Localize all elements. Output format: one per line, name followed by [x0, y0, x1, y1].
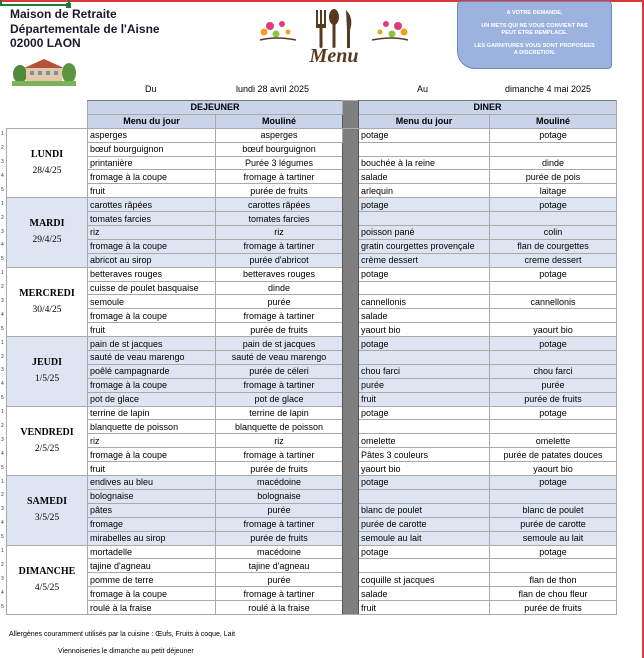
org-name-line1: Maison de Retraite: [10, 7, 117, 21]
table-row: [7, 281, 617, 295]
table-row: [7, 198, 617, 212]
table-row: [7, 323, 617, 337]
dinner-menu-cell[interactable]: [359, 489, 490, 503]
lunch-menu-cell[interactable]: fruit: [88, 323, 216, 337]
day-name: LUNDI: [30, 149, 64, 160]
flower-right-icon: [372, 21, 408, 40]
dinner-mouline-cell[interactable]: colin: [490, 226, 617, 240]
day-name: MARDI: [29, 218, 65, 230]
row-number[interactable]: 1: [1, 478, 4, 485]
lunch-mouline-cell[interactable]: bolognaise: [216, 489, 343, 503]
lunch-mouline-cell[interactable]: fromage à tartiner: [216, 378, 343, 392]
dinner-menu-cell[interactable]: potage: [359, 128, 490, 142]
dinner-mouline-cell[interactable]: [490, 489, 617, 503]
flower-left-icon: [260, 21, 296, 40]
lunch-mouline-cell[interactable]: tomates farcies: [216, 212, 343, 226]
row-number[interactable]: 1: [1, 200, 4, 207]
dinner-mouline-cell[interactable]: [490, 351, 617, 365]
date-start: lundi 28 avril 2025: [236, 84, 310, 94]
selected-cell-cursor[interactable]: [0, 0, 70, 6]
dinner-mouline-cell[interactable]: purée: [490, 378, 617, 392]
table-row: [7, 253, 617, 267]
lunch-mouline-cell[interactable]: fromage à tartiner: [216, 587, 343, 601]
lunch-mouline-cell[interactable]: purée de fruits: [216, 323, 343, 337]
lunch-menu-cell[interactable]: terrine de lapin: [88, 406, 216, 420]
dinner-menu-cell[interactable]: omelette: [359, 434, 490, 448]
lunch-menu-cell[interactable]: roulé à la fraise: [88, 601, 216, 615]
dinner-mouline-cell[interactable]: flan de chou fleur: [490, 587, 617, 601]
dinner-menu-cell[interactable]: [359, 212, 490, 226]
dinner-menu-cell[interactable]: purée: [359, 378, 490, 392]
row-number[interactable]: 2: [1, 422, 4, 429]
lunch-menu-cell[interactable]: fruit: [88, 184, 216, 198]
lunch-menu-cell[interactable]: tomates farcies: [88, 212, 216, 226]
retirement-home-picture: [12, 54, 76, 86]
lunch-mouline-cell[interactable]: purée de céleri: [216, 364, 343, 378]
dinner-menu-cell[interactable]: gratin courgettes provençale: [359, 239, 490, 253]
lunch-mouline-cell[interactable]: pot de glace: [216, 392, 343, 406]
row-number[interactable]: 3: [1, 297, 4, 304]
lunch-menu-cell[interactable]: fruit: [88, 462, 216, 476]
lunch-mouline-cell[interactable]: roulé à la fraise: [216, 601, 343, 615]
row-number[interactable]: 2: [1, 284, 4, 291]
dinner-mouline-cell[interactable]: yaourt bio: [490, 323, 617, 337]
table-row: [7, 489, 617, 503]
dinner-mouline-cell[interactable]: cannellonis: [490, 295, 617, 309]
row-number[interactable]: 2: [1, 492, 4, 499]
dinner-mouline-cell[interactable]: potage: [490, 545, 617, 559]
dinner-menu-cell[interactable]: [359, 281, 490, 295]
dinner-menu-cell[interactable]: semoule au lait: [359, 531, 490, 545]
lunch-menu-cell[interactable]: mirabelles au sirop: [88, 531, 216, 545]
lunch-menu-cell[interactable]: riz: [88, 434, 216, 448]
dinner-menu-cell[interactable]: [359, 351, 490, 365]
table-row: [7, 364, 617, 378]
lunch-menu-cell[interactable]: tajine d'agneau: [88, 559, 216, 573]
corner-blank: [7, 101, 88, 115]
org-name-line2: Départementale de l'Aisne: [10, 21, 160, 36]
table-row: [7, 156, 617, 170]
lunch-menu-cell[interactable]: fromage à la coupe: [88, 239, 216, 253]
lunch-mouline-cell[interactable]: pain de st jacques: [216, 337, 343, 351]
dinner-mouline-cell[interactable]: purée de fruits: [490, 601, 617, 615]
table-row: [7, 531, 617, 545]
table-row: [7, 184, 617, 198]
dinner-menu-cell[interactable]: potage: [359, 406, 490, 420]
dinner-mouline-cell[interactable]: potage: [490, 406, 617, 420]
dinner-menu-cell[interactable]: fruit: [359, 392, 490, 406]
dinner-mouline-cell[interactable]: creme dessert: [490, 253, 617, 267]
day-date: 2/5/25: [34, 443, 60, 454]
lunch-mouline-cell[interactable]: fromage à tartiner: [216, 170, 343, 184]
lunch-mouline-cell[interactable]: fromage à tartiner: [216, 239, 343, 253]
dinner-mouline-cell[interactable]: laitage: [490, 184, 617, 198]
table-row: [7, 559, 617, 573]
dinner-menu-cell[interactable]: potage: [359, 198, 490, 212]
lunch-mouline-cell[interactable]: carottes râpées: [216, 198, 343, 212]
lunch-menu-cell[interactable]: poêlé campagnarde: [88, 364, 216, 378]
lunch-menu-cell[interactable]: mortadelle: [88, 545, 216, 559]
dinner-menu-cell[interactable]: salade: [359, 587, 490, 601]
lunch-mouline-cell[interactable]: betteraves rouges: [216, 267, 343, 281]
svg-text:Menu: Menu: [309, 45, 359, 67]
lunch-menu-cell[interactable]: sauté de veau marengo: [88, 351, 216, 365]
dinner-mouline-cell[interactable]: potage: [490, 267, 617, 281]
lunch-mouline-cell[interactable]: Purée 3 légumes: [216, 156, 343, 170]
note-line-1: A VOTRE DEMANDE,: [506, 10, 563, 16]
row-number[interactable]: 1: [1, 548, 4, 554]
day-date: 30/4/25: [32, 304, 62, 315]
day-date: 28/4/25: [32, 166, 62, 176]
lunch-mouline-cell[interactable]: fromage à tartiner: [216, 517, 343, 531]
row-number[interactable]: 3: [1, 159, 4, 166]
table-row: [7, 128, 617, 142]
substitution-notice: [457, 1, 612, 69]
dinner-mouline-cell[interactable]: flan de courgettes: [490, 239, 617, 253]
table-row: [7, 573, 617, 587]
lunch-menu-cell[interactable]: asperges: [88, 128, 216, 142]
row-number[interactable]: 3: [1, 436, 4, 443]
table-row: [7, 462, 617, 476]
row-number[interactable]: 4: [1, 242, 4, 249]
day-name: DIMANCHE: [18, 565, 76, 577]
organization-header: [10, 7, 160, 51]
row-number[interactable]: 4: [1, 450, 4, 457]
dinner-menu-cell[interactable]: bouchée à la reine: [359, 156, 490, 170]
lunch-mouline-cell[interactable]: dinde: [216, 281, 343, 295]
dinner-mouline-cell[interactable]: [490, 420, 617, 434]
day-cell-samedi[interactable]: [7, 476, 88, 545]
day-name: MERCREDI: [19, 287, 75, 299]
dinner-mouline-cell[interactable]: flan de thon: [490, 573, 617, 587]
note-line-5: A DISCRETION.: [513, 50, 556, 56]
lunch-mouline-cell[interactable]: terrine de lapin: [216, 406, 343, 420]
day-date: 1/5/25: [34, 374, 60, 385]
org-address: 02000 LAON: [10, 36, 81, 50]
lunch-mouline-cell[interactable]: asperges: [216, 128, 343, 142]
dinner-menu-cell[interactable]: cannellonis: [359, 295, 490, 309]
lunch-menu-cell[interactable]: riz: [88, 226, 216, 240]
lunch-menu-cell[interactable]: pâtes: [88, 503, 216, 517]
lunch-menu-cell[interactable]: bœuf bourguignon: [88, 142, 216, 156]
dinner-mouline-cell[interactable]: blanc de poulet: [490, 503, 617, 517]
dinner-menu-cell[interactable]: [359, 420, 490, 434]
meal-separator: [343, 101, 359, 129]
row-number[interactable]: 3: [1, 228, 4, 235]
lunch-mouline-cell[interactable]: purée: [216, 295, 343, 309]
lunch-menu-cell[interactable]: cuisse de poulet basquaise: [88, 281, 216, 295]
corner-blank-2: [7, 114, 88, 128]
dinner-mouline-cell[interactable]: potage: [490, 198, 617, 212]
day-name: VENDREDI: [20, 426, 74, 438]
lunch-menu-cell[interactable]: fromage à la coupe: [88, 587, 216, 601]
lunch-mouline-cell[interactable]: macédoine: [216, 545, 343, 559]
lunch-menu-cell[interactable]: fromage à la coupe: [88, 378, 216, 392]
table-row: [7, 503, 617, 517]
row-number[interactable]: 4: [1, 172, 4, 179]
row-number[interactable]: 3: [1, 506, 4, 513]
row-number[interactable]: 3: [1, 367, 4, 374]
lunch-menu-cell[interactable]: fromage à la coupe: [88, 170, 216, 184]
dinner-mouline-cell[interactable]: [490, 281, 617, 295]
day-date: 29/4/25: [32, 235, 62, 246]
date-end: dimanche 4 mai 2025: [505, 84, 592, 94]
dinner-mouline-cell[interactable]: semoule au lait: [490, 531, 617, 545]
lunch-mouline-cell[interactable]: purée de fruits: [216, 184, 343, 198]
note-line-4: LES GARNITURES VOUS SONT PROPOSEES: [474, 43, 595, 49]
table-row: [7, 337, 617, 351]
dinner-menu-cell[interactable]: arlequin: [359, 184, 490, 198]
menu-body: [7, 128, 617, 614]
lunch-mouline-cell[interactable]: fromage à tartiner: [216, 309, 343, 323]
lunch-menu-cell[interactable]: abricot au sirop: [88, 253, 216, 267]
day-cell-mercredi[interactable]: [7, 267, 88, 336]
dinner-menu-cell[interactable]: salade: [359, 170, 490, 184]
dinner-mouline-cell[interactable]: chou farci: [490, 364, 617, 378]
lunch-menu-cell[interactable]: semoule: [88, 295, 216, 309]
row-number[interactable]: 5: [1, 464, 4, 471]
day-cell-mardi[interactable]: [7, 198, 88, 267]
day-cell-lundi[interactable]: [7, 128, 88, 197]
lunch-mouline-cell[interactable]: macédoine: [216, 476, 343, 490]
lunch-menu-cell[interactable]: blanquette de poisson: [88, 420, 216, 434]
du-label: Du: [145, 84, 157, 94]
dinner-mouline-cell[interactable]: dinde: [490, 156, 617, 170]
table-row: [7, 378, 617, 392]
row-number[interactable]: 5: [1, 603, 4, 610]
day-cell-dimanche[interactable]: [7, 545, 88, 614]
note-line-2: UN METS QUI NE VOUS CONVIENT PAS: [481, 23, 588, 29]
meal-separator-body: [343, 128, 359, 614]
dinner-menu-cell[interactable]: purée de carotte: [359, 517, 490, 531]
lunch-col-menu: Menu du jour: [88, 114, 216, 128]
dinner-menu-cell[interactable]: salade: [359, 309, 490, 323]
row-number[interactable]: 4: [1, 589, 4, 596]
dinner-mouline-cell[interactable]: yaourt bio: [490, 462, 617, 476]
lunch-menu-cell[interactable]: carottes râpées: [88, 198, 216, 212]
dinner-mouline-cell[interactable]: [490, 309, 617, 323]
lunch-mouline-cell[interactable]: purée d'abricot: [216, 253, 343, 267]
lunch-menu-cell[interactable]: pain de st jacques: [88, 337, 216, 351]
lunch-menu-cell[interactable]: printanière: [88, 156, 216, 170]
dinner-mouline-cell[interactable]: purée de carotte: [490, 517, 617, 531]
row-number[interactable]: 2: [1, 353, 4, 360]
row-number[interactable]: 5: [1, 256, 4, 263]
table-row: [7, 267, 617, 281]
lunch-menu-cell[interactable]: bolognaise: [88, 489, 216, 503]
dinner-mouline-cell[interactable]: potage: [490, 476, 617, 490]
lunch-menu-cell[interactable]: endives au bleu: [88, 476, 216, 490]
lunch-menu-cell[interactable]: fromage à la coupe: [88, 309, 216, 323]
day-cell-vendredi[interactable]: [7, 406, 88, 475]
dinner-mouline-cell[interactable]: [490, 142, 617, 156]
lunch-mouline-cell[interactable]: riz: [216, 226, 343, 240]
table-row: [7, 545, 617, 559]
menu-logo: [256, 6, 412, 68]
dinner-mouline-cell[interactable]: [490, 212, 617, 226]
table-row: [7, 448, 617, 462]
row-number[interactable]: 4: [1, 520, 4, 527]
day-name: SAMEDI: [26, 496, 67, 508]
table-row: [7, 239, 617, 253]
dinner-mouline-cell[interactable]: [490, 559, 617, 573]
lunch-mouline-cell[interactable]: riz: [216, 434, 343, 448]
lunch-mouline-cell[interactable]: fromage à tartiner: [216, 448, 343, 462]
table-row: [7, 309, 617, 323]
lunch-mouline-cell[interactable]: purée de fruits: [216, 462, 343, 476]
table-row: [7, 406, 617, 420]
day-name: JEUDI: [31, 357, 62, 369]
lunch-mouline-cell[interactable]: purée: [216, 573, 343, 587]
row-number[interactable]: 4: [1, 381, 4, 388]
dinner-mouline-cell[interactable]: potage: [490, 337, 617, 351]
row-number[interactable]: 2: [1, 214, 4, 221]
dinner-col-menu: Menu du jour: [359, 114, 490, 128]
row-number[interactable]: 4: [1, 311, 4, 318]
dinner-mouline-cell[interactable]: potage: [490, 128, 617, 142]
day-cell-jeudi[interactable]: [7, 337, 88, 406]
row-number[interactable]: 2: [1, 145, 4, 152]
dinner-menu-cell[interactable]: fruit: [359, 601, 490, 615]
row-number[interactable]: 5: [1, 534, 4, 541]
row-number[interactable]: 5: [1, 395, 4, 402]
day-date: 4/5/25: [34, 582, 60, 593]
dinner-menu-cell[interactable]: potage: [359, 267, 490, 281]
allergens-note: Allergènes couramment utilisés par la cuisine : Œufs, Fruits à coque, Lait: [9, 631, 236, 638]
dinner-menu-cell[interactable]: yaourt bio: [359, 323, 490, 337]
dinner-menu-cell[interactable]: potage: [359, 476, 490, 490]
dinner-menu-cell[interactable]: potage: [359, 545, 490, 559]
row-number[interactable]: 1: [1, 339, 4, 346]
sunday-note: Viennoiseries le dimanche au petit déjeuner: [58, 648, 194, 655]
row-number[interactable]: 1: [1, 409, 4, 416]
lunch-mouline-cell[interactable]: bœuf bourguignon: [216, 142, 343, 156]
lunch-mouline-cell[interactable]: blanquette de poisson: [216, 420, 343, 434]
table-row: [7, 351, 617, 365]
row-number[interactable]: 5: [1, 325, 4, 332]
cutlery-icon: [316, 9, 351, 48]
lunch-mouline-cell[interactable]: purée: [216, 503, 343, 517]
dinner-menu-cell[interactable]: poisson pané: [359, 226, 490, 240]
dinner-menu-cell[interactable]: Pâtes 3 couleurs: [359, 448, 490, 462]
table-row: [7, 420, 617, 434]
dinner-col-mouline: Mouliné: [490, 114, 617, 128]
weekly-menu-table: [6, 100, 617, 615]
dinner-menu-cell[interactable]: chou farci: [359, 364, 490, 378]
dinner-mouline-cell[interactable]: omelette: [490, 434, 617, 448]
table-row: [7, 517, 617, 531]
lunch-menu-cell[interactable]: fromage à la coupe: [88, 448, 216, 462]
lunch-menu-cell[interactable]: betteraves rouges: [88, 267, 216, 281]
dinner-mouline-cell[interactable]: purée de patates douces: [490, 448, 617, 462]
row-number[interactable]: 5: [1, 186, 4, 193]
dinner-menu-cell[interactable]: [359, 142, 490, 156]
lunch-mouline-cell[interactable]: tajine d'agneau: [216, 559, 343, 573]
lunch-menu-cell[interactable]: fromage: [88, 517, 216, 531]
day-date: 3/5/25: [34, 513, 60, 524]
table-row: [7, 170, 617, 184]
dinner-menu-cell[interactable]: crème dessert: [359, 253, 490, 267]
dinner-mouline-cell[interactable]: purée de pois: [490, 170, 617, 184]
dinner-menu-cell[interactable]: potage: [359, 337, 490, 351]
dinner-mouline-cell[interactable]: purée de fruits: [490, 392, 617, 406]
lunch-menu-cell[interactable]: pot de glace: [88, 392, 216, 406]
table-row: [7, 212, 617, 226]
dinner-menu-cell[interactable]: [359, 559, 490, 573]
table-row: [7, 601, 617, 615]
table-row: [7, 392, 617, 406]
au-label: Au: [417, 84, 429, 94]
lunch-menu-cell[interactable]: pomme de terre: [88, 573, 216, 587]
row-number[interactable]: 1: [1, 131, 4, 138]
note-line-3: PEUT ETRE REMPLACE.: [501, 30, 568, 36]
lunch-col-mouline: Mouliné: [216, 114, 343, 128]
row-number[interactable]: 2: [1, 561, 4, 568]
dinner-menu-cell[interactable]: coquille st jacques: [359, 573, 490, 587]
table-row: [7, 226, 617, 240]
lunch-mouline-cell[interactable]: sauté de veau marengo: [216, 351, 343, 365]
lunch-mouline-cell[interactable]: purée de fruits: [216, 531, 343, 545]
table-row: [7, 142, 617, 156]
dinner-menu-cell[interactable]: yaourt bio: [359, 462, 490, 476]
row-number[interactable]: 3: [1, 575, 4, 582]
lunch-header: DEJEUNER: [88, 101, 343, 115]
table-row: [7, 295, 617, 309]
table-row: [7, 476, 617, 490]
dinner-header: DINER: [359, 101, 617, 115]
table-row: [7, 587, 617, 601]
row-number[interactable]: 1: [1, 270, 4, 277]
dinner-menu-cell[interactable]: blanc de poulet: [359, 503, 490, 517]
table-row: [7, 434, 617, 448]
